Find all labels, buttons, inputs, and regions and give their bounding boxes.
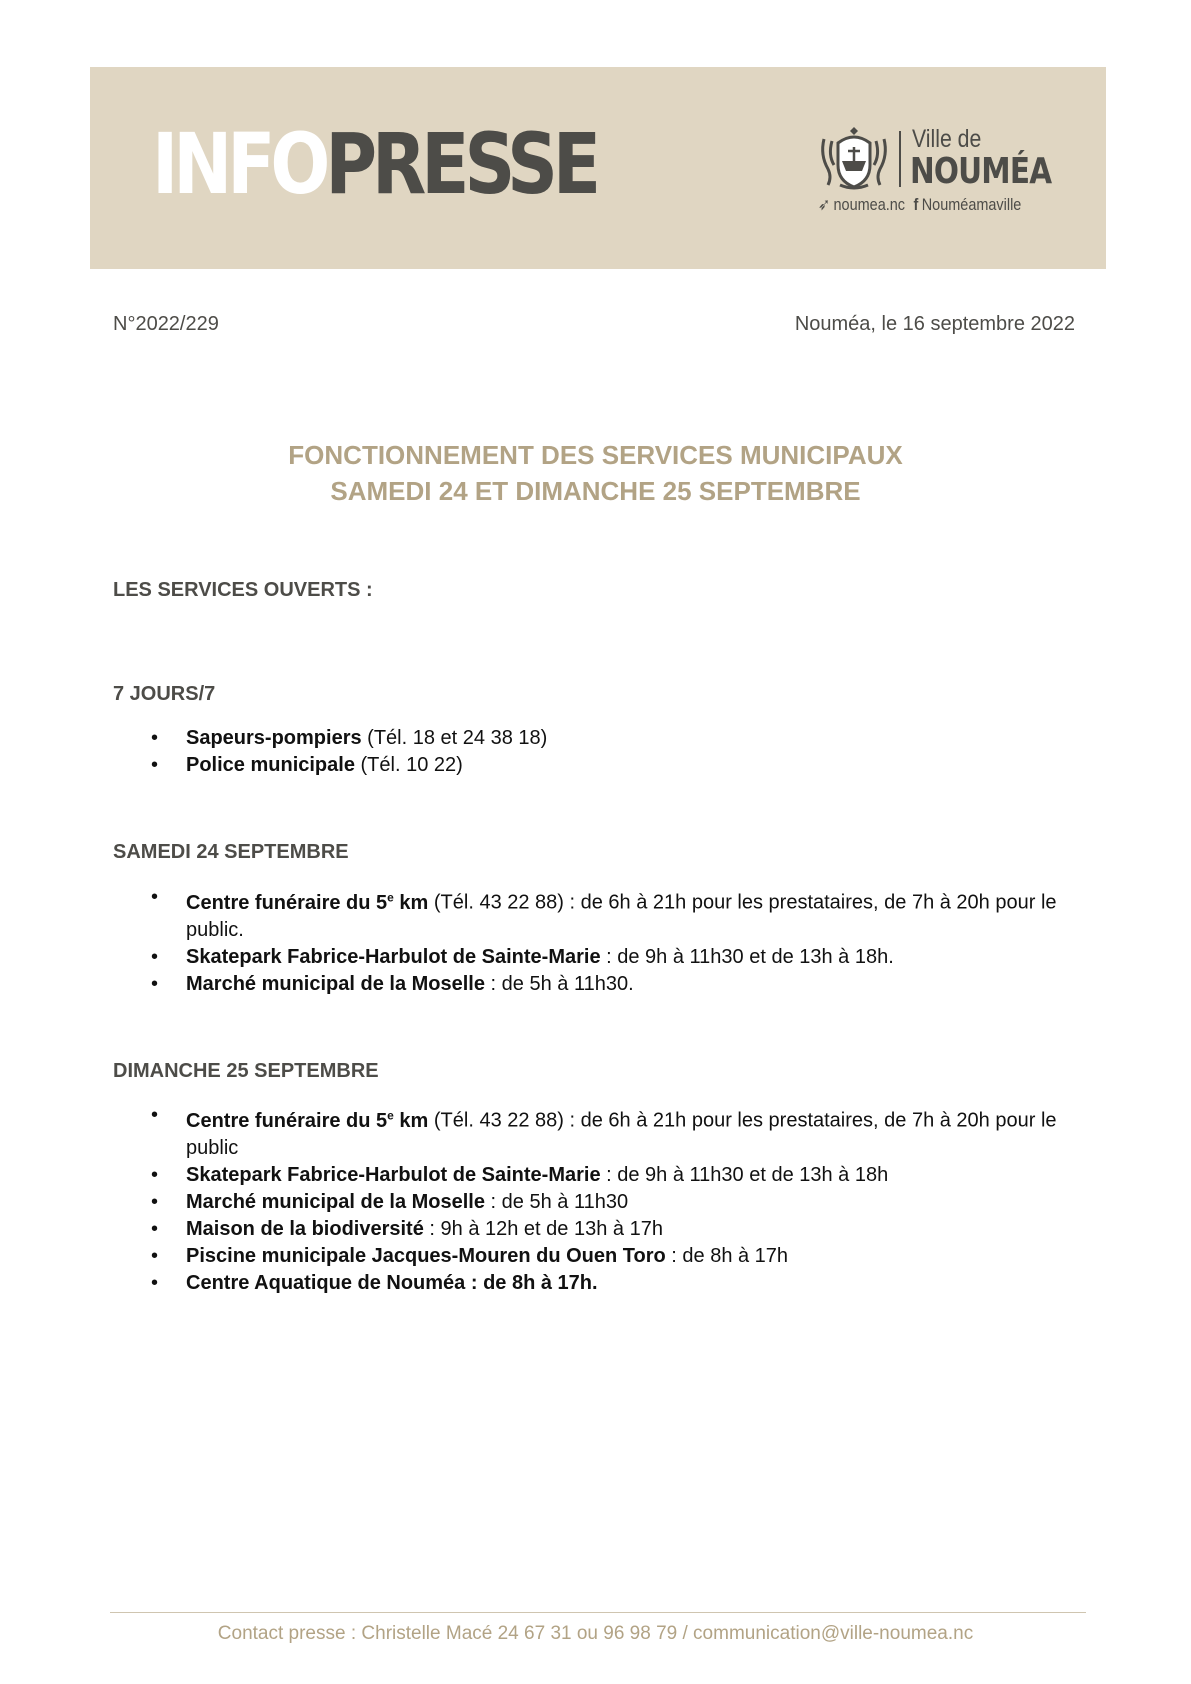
title-info: INFO — [152, 115, 326, 213]
list-item — [0, 1216, 1191, 1243]
service-name: Maison de la biodiversité — [186, 1217, 424, 1240]
service-detail: : de 9h à 11h30 et de 13h à 18h — [600, 1163, 889, 1186]
section-list-7-jours — [0, 725, 1191, 779]
list-item — [0, 884, 1191, 944]
service-name: Skatepark Fabrice-Harbulot de Sainte-Marie — [186, 1163, 601, 1186]
service-name: Skatepark Fabrice-Harbulot de Sainte-Marie — [186, 945, 601, 968]
press-reference: N°2022/229 — [113, 313, 219, 335]
bullet-icon: • — [151, 1104, 159, 1126]
service-detail: (Tél. 18 et 24 38 18) — [361, 727, 548, 749]
ville-de-noumea-logo — [818, 125, 1068, 215]
list-item — [0, 1102, 1191, 1162]
title-line-2: SAMEDI 24 ET DIMANCHE 25 SEPTEMBRE — [330, 476, 861, 506]
press-date: Nouméa, le 16 septembre 2022 — [794, 313, 1075, 335]
list-item — [0, 1270, 1191, 1297]
service-name: Centre funéraire du 5e km — [186, 890, 429, 914]
bullet-icon: • — [151, 1217, 159, 1240]
logo-ville-text: Ville de — [912, 125, 982, 153]
section-heading-samedi: SAMEDI 24 SEPTEMBRE — [113, 841, 349, 863]
list-item — [0, 944, 1191, 971]
bullet-icon: • — [151, 886, 159, 908]
section-heading-7-jours: 7 JOURS/7 — [113, 683, 216, 705]
arrow-icon: ➶ — [818, 195, 831, 214]
title-presse: PRESSE — [325, 115, 597, 213]
service-name: Sapeurs-pompiers — [186, 727, 362, 749]
list-item — [0, 1189, 1191, 1216]
service-name: Centre Aquatique de Nouméa : de 8h à 17h. — [186, 1271, 598, 1294]
service-name: Marché municipal de la Moselle — [186, 1190, 485, 1213]
list-item — [0, 725, 1191, 752]
facebook-icon: f — [913, 195, 919, 214]
service-detail: (Tél. 43 22 88) : de 6h à 21h pour les prestataires, de 7h à 20h pour le public. — [186, 891, 1057, 941]
service-detail: : 9h à 12h et de 13h à 17h — [423, 1217, 663, 1240]
facebook-text: Nouméamaville — [921, 195, 1022, 214]
bullet-icon: • — [151, 945, 159, 968]
logo-links — [818, 195, 1021, 215]
service-name: Marché municipal de la Moselle — [186, 972, 485, 995]
list-item — [0, 1243, 1191, 1270]
service-detail: (Tél. 10 22) — [354, 754, 463, 776]
document-title — [0, 437, 1191, 509]
bullet-icon: • — [151, 972, 159, 995]
website-text: noumea.nc — [833, 195, 906, 214]
list-item — [0, 752, 1191, 779]
bullet-icon: • — [151, 1190, 159, 1213]
bullet-icon: • — [151, 1271, 159, 1294]
service-detail: (Tél. 43 22 88) : de 6h à 21h pour les prestataires, de 7h à 20h pour le public — [186, 1109, 1057, 1159]
service-detail: : de 8h à 17h — [665, 1244, 789, 1267]
service-name: Police municipale — [186, 754, 355, 776]
logo-divider — [899, 131, 901, 187]
logo-city-text: NOUMÉA — [910, 151, 1052, 192]
bullet-icon: • — [151, 754, 159, 776]
list-item — [0, 1162, 1191, 1189]
footer-divider — [110, 1612, 1086, 1613]
bullet-icon: • — [151, 727, 159, 749]
intro-heading: LES SERVICES OUVERTS : — [113, 579, 373, 601]
info-presse-title — [152, 115, 597, 213]
bullet-icon: • — [151, 1244, 159, 1267]
title-line-1: FONCTIONNEMENT DES SERVICES MUNICIPAUX — [288, 440, 903, 470]
service-detail: : de 9h à 11h30 et de 13h à 18h. — [600, 945, 894, 968]
service-detail: : de 5h à 11h30. — [484, 972, 634, 995]
section-list-dimanche — [0, 1102, 1191, 1297]
service-name: Centre funéraire du 5e km — [186, 1108, 429, 1132]
bullet-icon: • — [151, 1163, 159, 1186]
service-name: Piscine municipale Jacques-Mouren du Ouen Toro — [186, 1244, 666, 1267]
section-list-samedi — [0, 884, 1191, 998]
list-item — [0, 971, 1191, 998]
footer-contact: Contact presse : Christelle Macé 24 67 31 ou 96 98 79 / communication@ville-noumea.nc — [217, 1623, 974, 1644]
section-heading-dimanche: DIMANCHE 25 SEPTEMBRE — [113, 1060, 379, 1082]
header-banner — [90, 67, 1106, 269]
service-detail: : de 5h à 11h30 — [484, 1190, 629, 1213]
city-crest-icon — [818, 125, 890, 193]
